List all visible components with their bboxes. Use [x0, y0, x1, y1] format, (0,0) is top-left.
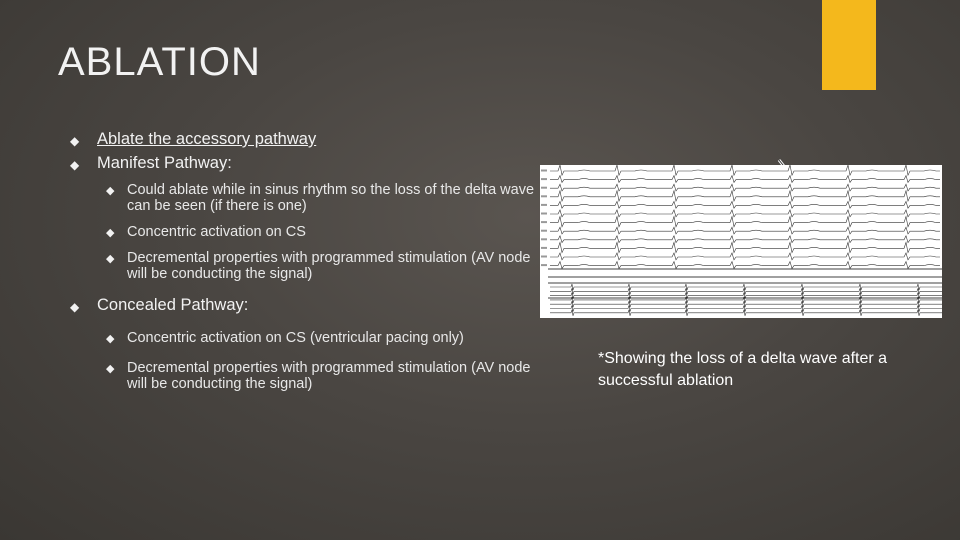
- ecg-lead-label: [541, 204, 547, 206]
- ecg-lead-label: [541, 195, 547, 197]
- ecg-lead-label: [541, 230, 547, 232]
- slide-title: ABLATION: [58, 40, 261, 84]
- ecg-lead-label: [541, 213, 547, 215]
- image-caption: *Showing the loss of a delta wave after a successful ablation: [598, 350, 888, 389]
- bullet-text[interactable]: Ablate the accessory pathway: [97, 130, 317, 148]
- diamond-bullet-icon: ◆: [70, 134, 80, 148]
- sub-bullet-text: Decremental properties with programmed stimulation (AV node will be conducting the signal): [127, 360, 531, 392]
- ecg-tracing-image: [540, 165, 942, 318]
- diamond-bullet-icon: ◆: [106, 253, 115, 265]
- diamond-bullet-icon: ◆: [70, 158, 80, 172]
- bullet-text: Concealed Pathway:: [97, 296, 249, 314]
- diamond-bullet-icon: ◆: [106, 363, 115, 375]
- bullet-text: Manifest Pathway:: [97, 154, 232, 172]
- sub-bullet-text: Concentric activation on CS: [127, 224, 306, 240]
- diamond-bullet-icon: ◆: [106, 333, 115, 345]
- ecg-lead-label: [541, 238, 547, 240]
- sub-bullet-text: Decremental properties with programmed stimulation (AV node will be conducting the signal): [127, 250, 531, 282]
- sub-bullet-text: Concentric activation on CS (ventricular pacing only): [127, 330, 464, 346]
- diamond-bullet-icon: ◆: [106, 227, 115, 239]
- ecg-lead-label: [541, 187, 547, 189]
- ecg-lead-label: [541, 264, 547, 266]
- ecg-lead-label: [541, 256, 547, 258]
- ecg-lead-label: [541, 170, 547, 172]
- ecg-lead-label: [541, 247, 547, 249]
- sub-bullet-text: Could ablate while in sinus rhythm so the loss of the delta wave can be seen (if there is one): [127, 182, 535, 214]
- diamond-bullet-icon: ◆: [106, 185, 115, 197]
- diamond-bullet-icon: ◆: [70, 300, 80, 314]
- ecg-lead-label: [541, 178, 547, 180]
- ecg-lead-label: [541, 221, 547, 223]
